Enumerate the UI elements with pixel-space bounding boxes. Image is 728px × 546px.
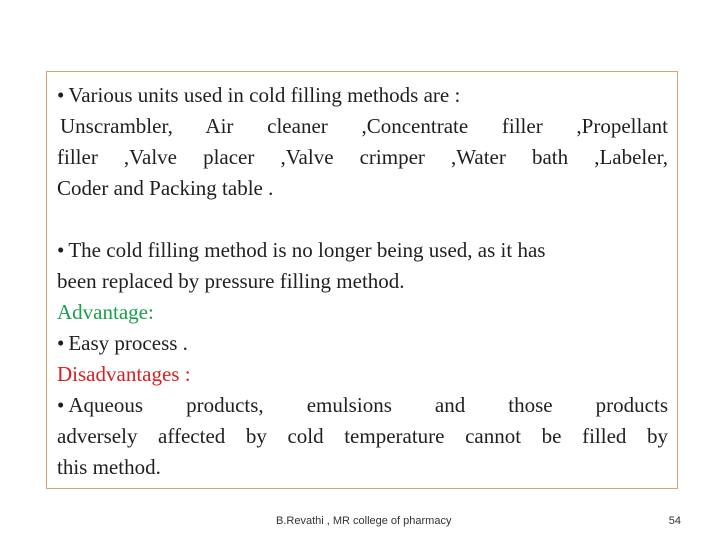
disadvantage-line-2 <box>57 421 668 452</box>
units-intro-line <box>57 80 668 111</box>
footer-author: B.Revathi , MR college of pharmacy <box>276 515 452 527</box>
disadvantage-line-3 <box>57 452 668 483</box>
units-line-3-text: Coder and Packing table . <box>57 176 274 200</box>
bullet-icon: • <box>57 83 65 107</box>
units-line-2-text: filler ,Valve placer ,Valve crimper ,Water bath ,Labeler, <box>57 145 668 169</box>
advantage-item <box>57 328 668 359</box>
bullet-icon: • <box>57 393 65 417</box>
bullet-icon: • <box>57 238 65 262</box>
disadvantages-heading: Disadvantages : <box>57 362 191 386</box>
spacer <box>57 204 668 235</box>
units-line-3 <box>57 173 668 204</box>
units-line-1-text: Unscrambler, Air cleaner ,Concentrate filler ,Propellant <box>60 114 668 138</box>
units-intro-text: Various units used in cold filling methods are : <box>68 83 461 107</box>
disadvantage-line-3-text: this method. <box>57 455 161 479</box>
disadvantage-line-1 <box>57 390 668 421</box>
replaced-line-2-text: been replaced by pressure filling method. <box>57 269 405 293</box>
disadvantage-line-2-text: adversely affected by cold temperature cannot be filled by <box>57 424 668 448</box>
units-line-2 <box>57 142 668 173</box>
disadvantage-line-1-text: Aqueous products, emulsions and those products <box>68 393 668 417</box>
replaced-line-1 <box>57 235 668 266</box>
replaced-line-1-text: The cold filling method is no longer being used, as it has <box>68 238 546 262</box>
replaced-line-2 <box>57 266 668 297</box>
advantage-item-text: Easy process . <box>68 331 188 355</box>
bullet-icon: • <box>57 331 65 355</box>
page-number: 54 <box>668 515 681 527</box>
units-line-1 <box>57 111 668 142</box>
advantage-heading: Advantage: <box>57 300 154 324</box>
content-box <box>46 71 678 489</box>
